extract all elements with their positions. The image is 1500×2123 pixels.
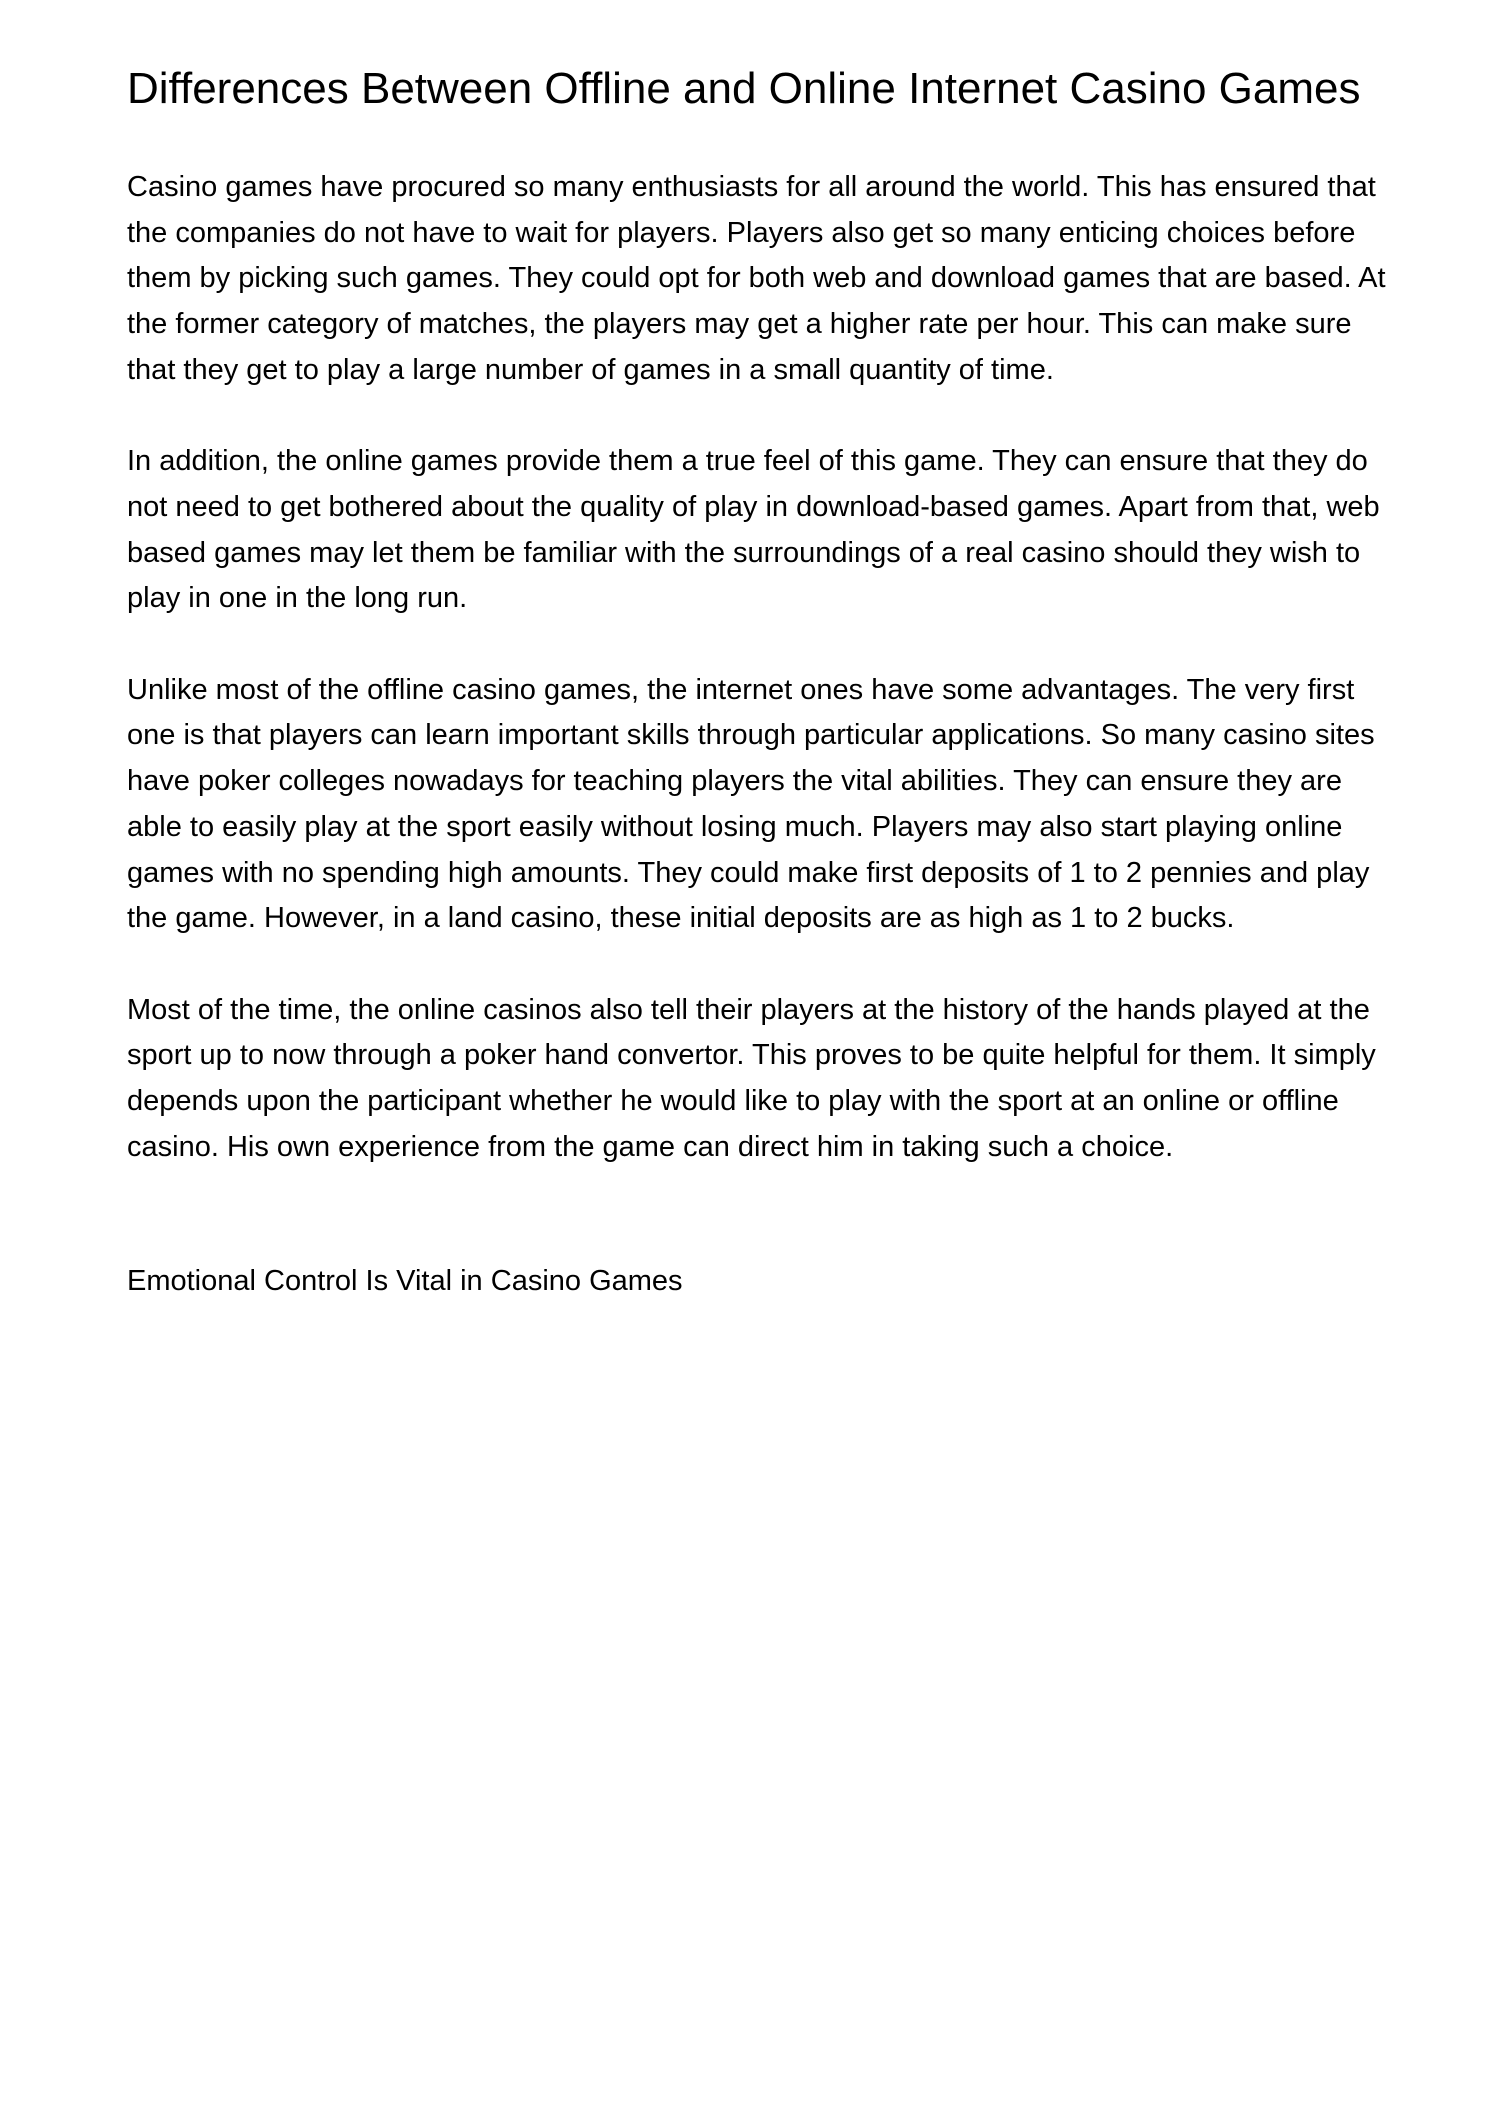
document-title: Differences Between Offline and Online Internet Casino Games [127, 64, 1361, 113]
paragraph-2: In addition, the online games provide them a true feel of this game. They can ensure that they do not need to get bothered about the quality of play in download-based games. Apart from that, web based games may let them be familiar with the surroundings of a real casino should they wish to play in one in the long run. [127, 445, 1380, 615]
paragraph-1: Casino games have procured so many enthusiasts for all around the world. This has ensured that the companies do not have to wait for players. Players also get so many enticing choices before them by picking such games. They could opt for both web and download games that are based. At the former category of matches, the players may get a higher rate per hour. This can make sure that they get to play a large number of games in a small quantity of time. [127, 171, 1386, 386]
paragraph-3: Unlike most of the offline casino games, the internet ones have some advantages. The very first one is that players can learn important skills through particular applications. So many casino sites have poker colleges nowadays for teaching players the vital abilities. They can ensure they are able to easily play at the sport easily without losing much. Players may also start playing online games with no spending high amounts. They could make first deposits of 1 to 2 pennies and play the game. However, in a land casino, these initial deposits are as high as 1 to 2 bucks. [127, 673, 1375, 935]
related-article-heading: Emotional Control Is Vital in Casino Games [127, 1265, 683, 1298]
document-body [127, 165, 1387, 1170]
document-page [127, 66, 1387, 1305]
paragraph-4: Most of the time, the online casinos also tell their players at the history of the hands played at the sport up to now through a poker hand convertor. This proves to be quite helpful for them. It simply depends upon the participant whether he would like to play with the sport at an online or offline casino. His own experience from the game can direct him in taking such a choice. [127, 993, 1376, 1163]
